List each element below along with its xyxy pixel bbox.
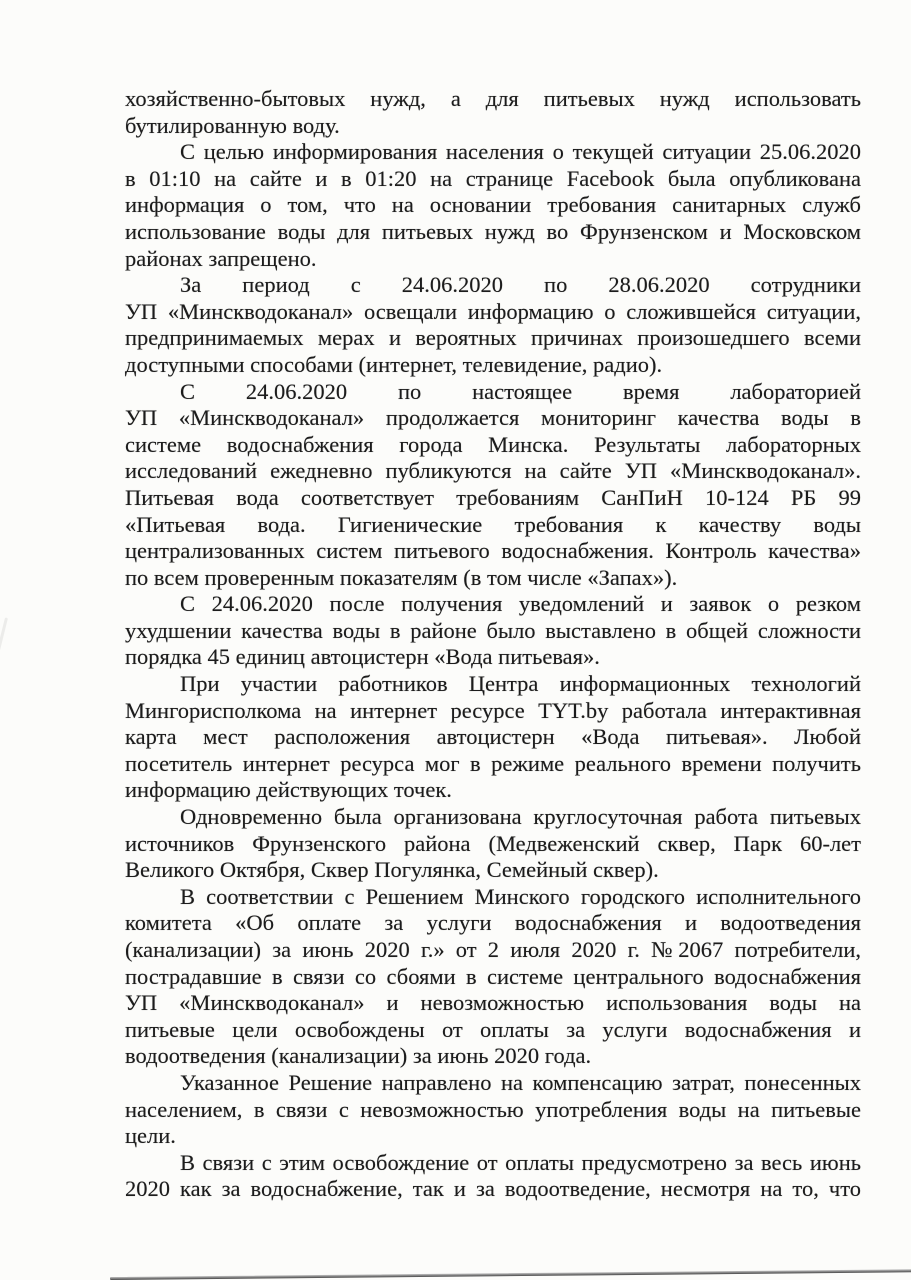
text-line: пострадавшие в связи со сбоями в системе центрального водоснабжения	[125, 963, 861, 989]
text-line: 2020 как за водоснабжение, так и за водоотведение, несмотря на то, что	[125, 1176, 861, 1202]
text-line: С 24.06.2020 по настоящее время лабораторией	[180, 378, 861, 404]
text-line: исследований ежедневно публикуются на сайте УП «Минскводоканал».	[125, 458, 861, 484]
text-line: источников Фрунзенского района (Медвеженский сквер, Парк 60-лет	[125, 830, 861, 856]
text-line: С целью информирования населения о текущей ситуации 25.06.2020	[180, 139, 861, 165]
text-line: УП «Минскводоканал» и невозможностью использования воды на	[125, 990, 861, 1016]
text-line: УП «Минскводоканал» освещали информацию о сложившейся ситуации,	[125, 298, 861, 324]
text-line: Питьевая вода соответствует требованиям СанПиН 10-124 РБ 99	[125, 484, 861, 510]
text-line: посетитель интернет ресурса мог в режиме реального времени получить	[125, 750, 861, 776]
text-line: порядка 45 единиц автоцистерн «Вода питьевая».	[125, 644, 600, 670]
document-body	[125, 86, 861, 1203]
text-line: Указанное Решение направлено на компенсацию затрат, понесенных	[180, 1069, 861, 1095]
text-line: Великого Октября, Сквер Погулянка, Семейный сквер).	[125, 857, 659, 883]
text-line: информацию действующих точек.	[125, 777, 452, 803]
text-line: бутилированную воду.	[125, 112, 340, 138]
text-line: по всем проверенным показателям (в том числе «Запах»).	[125, 564, 678, 590]
text-line: предпринимаемых мерах и вероятных причинах произошедшего всеми	[125, 325, 861, 351]
text-line: Одновременно была организована круглосуточная работа питьевых	[180, 804, 861, 830]
text-line: С 24.06.2020 после получения уведомлений и заявок о резком	[180, 591, 861, 617]
text-line: В связи с этим освобождение от оплаты предусмотрено за весь июнь	[180, 1149, 861, 1175]
text-line: использование воды для питьевых нужд во Фрунзенском и Московском	[125, 218, 861, 244]
text-line: хозяйственно-бытовых нужд, а для питьевых нужд использовать	[125, 86, 861, 111]
text-line: (канализации) за июнь 2020 г.» от 2 июля 2020 г. №2067 потребители,	[125, 937, 861, 962]
text-line: При участии работников Центра информационных технологий	[180, 671, 861, 697]
text-line: доступными способами (интернет, телевидение, радио).	[125, 351, 663, 377]
text-line: За период с 24.06.2020 по 28.06.2020 сотрудники	[180, 272, 861, 298]
text-line: карта мест расположения автоцистерн «Вода питьевая». Любой	[125, 724, 861, 750]
text-line: в 01:10 на сайте и в 01:20 на странице Facebook была опубликована	[125, 165, 861, 191]
text-line: УП «Минскводоканал» продолжается мониторинг качества воды в	[125, 405, 861, 431]
text-line: «Питьевая вода. Гигиенические требования к качеству воды	[125, 511, 861, 537]
scan-edge-shadow	[110, 1269, 911, 1279]
text-line: водоотведения (канализации) за июнь 2020 года.	[125, 1043, 592, 1069]
text-line: системе водоснабжения города Минска. Результаты лабораторных	[125, 431, 861, 457]
text-line: районах запрещено.	[125, 245, 317, 271]
text-line: населением, в связи с невозможностью употребления воды на питьевые	[125, 1096, 861, 1122]
text-line: централизованных систем питьевого водоснабжения. Контроль качества»	[125, 538, 861, 564]
text-line: цели.	[125, 1123, 176, 1149]
scan-streak-artifact	[0, 617, 8, 666]
text-line: Мингорисполкома на интернет ресурсе TYT.by работала интерактивная	[125, 697, 861, 723]
text-line: ухудшении качества воды в районе было выставлено в общей сложности	[125, 617, 861, 643]
text-line: информация о том, что на основании требования санитарных служб	[125, 192, 861, 218]
text-line: питьевые цели освобождены от оплаты за услуги водоснабжения и	[125, 1016, 861, 1042]
text-line: В соответствии с Решением Минского городского исполнительного	[180, 883, 861, 909]
text-line: комитета «Об оплате за услуги водоснабжения и водоотведения	[125, 910, 861, 936]
